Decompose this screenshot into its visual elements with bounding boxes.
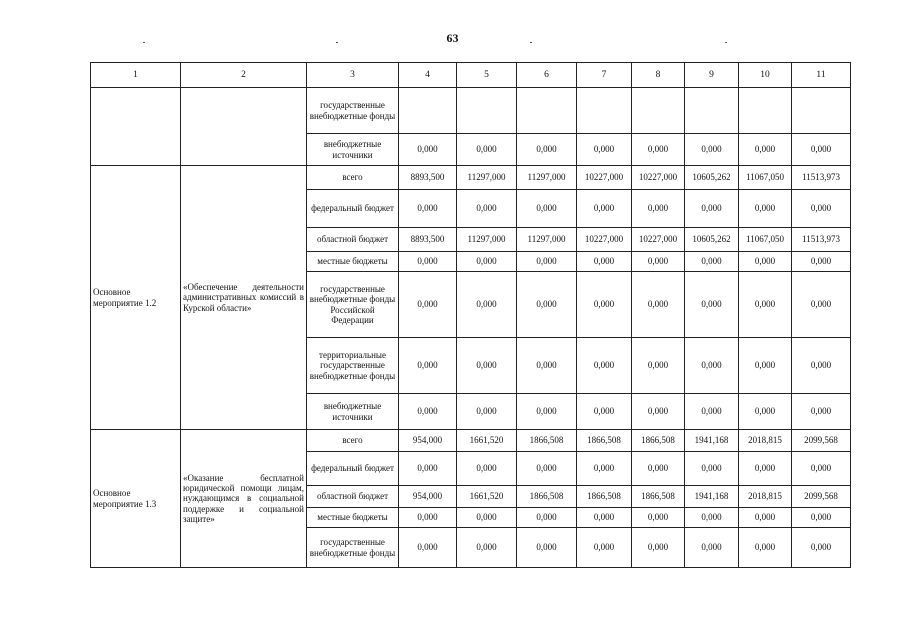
- funding-source-cell: государственные внебюджетные фонды: [307, 528, 399, 568]
- value-cell-col-7: 0,000: [577, 338, 632, 394]
- value-cell-col-11: 0,000: [792, 528, 851, 568]
- funding-source-cell: местные бюджеты: [307, 252, 399, 272]
- value-cell-col-10: 11067,050: [739, 228, 792, 252]
- value-cell-col-5: 0,000: [457, 394, 517, 430]
- value-cell-col-11: 0,000: [792, 252, 851, 272]
- value-cell-col-7: 1866,508: [577, 486, 632, 508]
- value-cell-col-6: 1866,508: [517, 486, 577, 508]
- value-cell-col-7: 10227,000: [577, 166, 632, 190]
- value-cell-col-10: 0,000: [739, 508, 792, 528]
- value-cell-col-5: 0,000: [457, 190, 517, 228]
- value-cell-col-4: 0,000: [399, 252, 457, 272]
- value-cell-col-10: [739, 88, 792, 134]
- value-cell-col-11: 0,000: [792, 190, 851, 228]
- value-cell-col-8: 10227,000: [632, 166, 685, 190]
- value-cell-col-5: 1661,520: [457, 486, 517, 508]
- column-number-5: 5: [457, 63, 517, 88]
- value-cell-col-9: 0,000: [685, 528, 739, 568]
- value-cell-col-6: 0,000: [517, 252, 577, 272]
- value-cell-col-8: 0,000: [632, 394, 685, 430]
- value-cell-col-7: 0,000: [577, 272, 632, 338]
- value-cell-col-9: 0,000: [685, 252, 739, 272]
- value-cell-col-8: 0,000: [632, 508, 685, 528]
- value-cell-col-6: 0,000: [517, 452, 577, 486]
- value-cell-col-9: 0,000: [685, 508, 739, 528]
- funding-source-cell: всего: [307, 166, 399, 190]
- value-cell-col-8: [632, 88, 685, 134]
- value-cell-col-6: 0,000: [517, 528, 577, 568]
- value-cell-col-9: 10605,262: [685, 166, 739, 190]
- value-cell-col-6: 0,000: [517, 272, 577, 338]
- value-cell-col-9: 0,000: [685, 452, 739, 486]
- value-cell-col-10: 0,000: [739, 134, 792, 166]
- value-cell-col-5: 0,000: [457, 272, 517, 338]
- value-cell-col-10: 2018,815: [739, 430, 792, 452]
- value-cell-col-7: 0,000: [577, 452, 632, 486]
- value-cell-col-9: 1941,168: [685, 430, 739, 452]
- event-description-cell: «Оказание бесплатной юридической помощи лицам, нуждающимся в социальной поддержке и социальной защите»: [181, 430, 307, 568]
- column-number-1: 1: [91, 63, 181, 88]
- value-cell-col-6: 0,000: [517, 134, 577, 166]
- value-cell-col-7: 0,000: [577, 508, 632, 528]
- value-cell-col-6: 11297,000: [517, 166, 577, 190]
- value-cell-col-5: 0,000: [457, 508, 517, 528]
- value-cell-col-5: 0,000: [457, 252, 517, 272]
- value-cell-col-10: 0,000: [739, 252, 792, 272]
- scan-speck: [143, 42, 145, 43]
- funding-source-cell: местные бюджеты: [307, 508, 399, 528]
- value-cell-col-8: 0,000: [632, 252, 685, 272]
- value-cell-col-4: 8893,500: [399, 228, 457, 252]
- budget-table: [90, 62, 851, 568]
- funding-source-cell: государственные внебюджетные фонды Российской Федерации: [307, 272, 399, 338]
- value-cell-col-10: 0,000: [739, 528, 792, 568]
- value-cell-col-11: 0,000: [792, 134, 851, 166]
- value-cell-col-4: 0,000: [399, 394, 457, 430]
- funding-source-cell: государственные внебюджетные фонды: [307, 88, 399, 134]
- value-cell-col-6: 0,000: [517, 508, 577, 528]
- column-number-11: 11: [792, 63, 851, 88]
- funding-source-cell: областной бюджет: [307, 486, 399, 508]
- value-cell-col-7: 0,000: [577, 394, 632, 430]
- value-cell-col-11: 2099,568: [792, 430, 851, 452]
- value-cell-col-9: 0,000: [685, 338, 739, 394]
- value-cell-col-10: 2018,815: [739, 486, 792, 508]
- column-number-row: [91, 63, 851, 88]
- value-cell-col-4: 0,000: [399, 338, 457, 394]
- table-row: [91, 430, 851, 452]
- value-cell-col-11: 0,000: [792, 272, 851, 338]
- value-cell-col-4: 0,000: [399, 508, 457, 528]
- value-cell-col-5: 1661,520: [457, 430, 517, 452]
- funding-source-cell: областной бюджет: [307, 228, 399, 252]
- value-cell-col-9: 0,000: [685, 394, 739, 430]
- value-cell-col-5: [457, 88, 517, 134]
- value-cell-col-4: 8893,500: [399, 166, 457, 190]
- value-cell-col-11: 0,000: [792, 508, 851, 528]
- column-number-4: 4: [399, 63, 457, 88]
- value-cell-col-4: 954,000: [399, 486, 457, 508]
- value-cell-col-8: 1866,508: [632, 486, 685, 508]
- value-cell-col-4: [399, 88, 457, 134]
- funding-source-cell: внебюджетные источники: [307, 394, 399, 430]
- page-number: 63: [446, 31, 459, 45]
- value-cell-col-8: 1866,508: [632, 430, 685, 452]
- value-cell-col-7: 0,000: [577, 134, 632, 166]
- value-cell-col-7: 0,000: [577, 190, 632, 228]
- value-cell-col-11: 0,000: [792, 394, 851, 430]
- table-row: [91, 88, 851, 134]
- value-cell-col-7: 0,000: [577, 528, 632, 568]
- value-cell-col-8: 10227,000: [632, 228, 685, 252]
- value-cell-col-9: 0,000: [685, 272, 739, 338]
- value-cell-col-8: 0,000: [632, 134, 685, 166]
- value-cell-col-5: 11297,000: [457, 166, 517, 190]
- value-cell-col-4: 0,000: [399, 272, 457, 338]
- value-cell-col-7: 10227,000: [577, 228, 632, 252]
- value-cell-col-7: 1866,508: [577, 430, 632, 452]
- event-description-cell: [181, 88, 307, 166]
- value-cell-col-6: 11297,000: [517, 228, 577, 252]
- scan-speck: [530, 42, 532, 43]
- scan-speck: [336, 42, 338, 43]
- value-cell-col-6: 1866,508: [517, 430, 577, 452]
- value-cell-col-9: 0,000: [685, 190, 739, 228]
- value-cell-col-7: 0,000: [577, 252, 632, 272]
- value-cell-col-8: 0,000: [632, 338, 685, 394]
- value-cell-col-8: 0,000: [632, 452, 685, 486]
- value-cell-col-6: 0,000: [517, 394, 577, 430]
- scan-speck: [725, 42, 727, 43]
- value-cell-col-10: 0,000: [739, 272, 792, 338]
- value-cell-col-5: 0,000: [457, 528, 517, 568]
- value-cell-col-9: [685, 88, 739, 134]
- value-cell-col-5: 0,000: [457, 338, 517, 394]
- value-cell-col-10: 11067,050: [739, 166, 792, 190]
- column-number-6: 6: [517, 63, 577, 88]
- value-cell-col-4: 0,000: [399, 452, 457, 486]
- event-name-cell: [91, 88, 181, 166]
- funding-source-cell: федеральный бюджет: [307, 190, 399, 228]
- event-description-cell: «Обеспечение деятельности административных комиссий в Курской области»: [181, 166, 307, 430]
- value-cell-col-4: 0,000: [399, 190, 457, 228]
- funding-source-cell: всего: [307, 430, 399, 452]
- value-cell-col-10: 0,000: [739, 338, 792, 394]
- value-cell-col-6: [517, 88, 577, 134]
- value-cell-col-6: 0,000: [517, 338, 577, 394]
- value-cell-col-4: 0,000: [399, 134, 457, 166]
- table-body: [91, 88, 851, 568]
- table-row: [91, 166, 851, 190]
- value-cell-col-9: 10605,262: [685, 228, 739, 252]
- event-name-cell: Основное мероприятие 1.3: [91, 430, 181, 568]
- column-number-3: 3: [307, 63, 399, 88]
- value-cell-col-8: 0,000: [632, 272, 685, 338]
- value-cell-col-5: 11297,000: [457, 228, 517, 252]
- value-cell-col-9: 0,000: [685, 134, 739, 166]
- column-number-2: 2: [181, 63, 307, 88]
- value-cell-col-8: 0,000: [632, 528, 685, 568]
- value-cell-col-7: [577, 88, 632, 134]
- column-number-8: 8: [632, 63, 685, 88]
- column-number-10: 10: [739, 63, 792, 88]
- column-number-7: 7: [577, 63, 632, 88]
- value-cell-col-11: 0,000: [792, 452, 851, 486]
- value-cell-col-5: 0,000: [457, 452, 517, 486]
- value-cell-col-11: 11513,973: [792, 166, 851, 190]
- funding-source-cell: территориальные государственные внебюджетные фонды: [307, 338, 399, 394]
- event-name-cell: Основное мероприятие 1.2: [91, 166, 181, 430]
- value-cell-col-4: 0,000: [399, 528, 457, 568]
- value-cell-col-4: 954,000: [399, 430, 457, 452]
- value-cell-col-10: 0,000: [739, 190, 792, 228]
- value-cell-col-8: 0,000: [632, 190, 685, 228]
- column-number-9: 9: [685, 63, 739, 88]
- funding-source-cell: федеральный бюджет: [307, 452, 399, 486]
- value-cell-col-11: 11513,973: [792, 228, 851, 252]
- value-cell-col-11: 2099,568: [792, 486, 851, 508]
- value-cell-col-9: 1941,168: [685, 486, 739, 508]
- value-cell-col-11: 0,000: [792, 338, 851, 394]
- funding-source-cell: внебюджетные источники: [307, 134, 399, 166]
- value-cell-col-6: 0,000: [517, 190, 577, 228]
- value-cell-col-5: 0,000: [457, 134, 517, 166]
- value-cell-col-10: 0,000: [739, 452, 792, 486]
- value-cell-col-10: 0,000: [739, 394, 792, 430]
- value-cell-col-11: [792, 88, 851, 134]
